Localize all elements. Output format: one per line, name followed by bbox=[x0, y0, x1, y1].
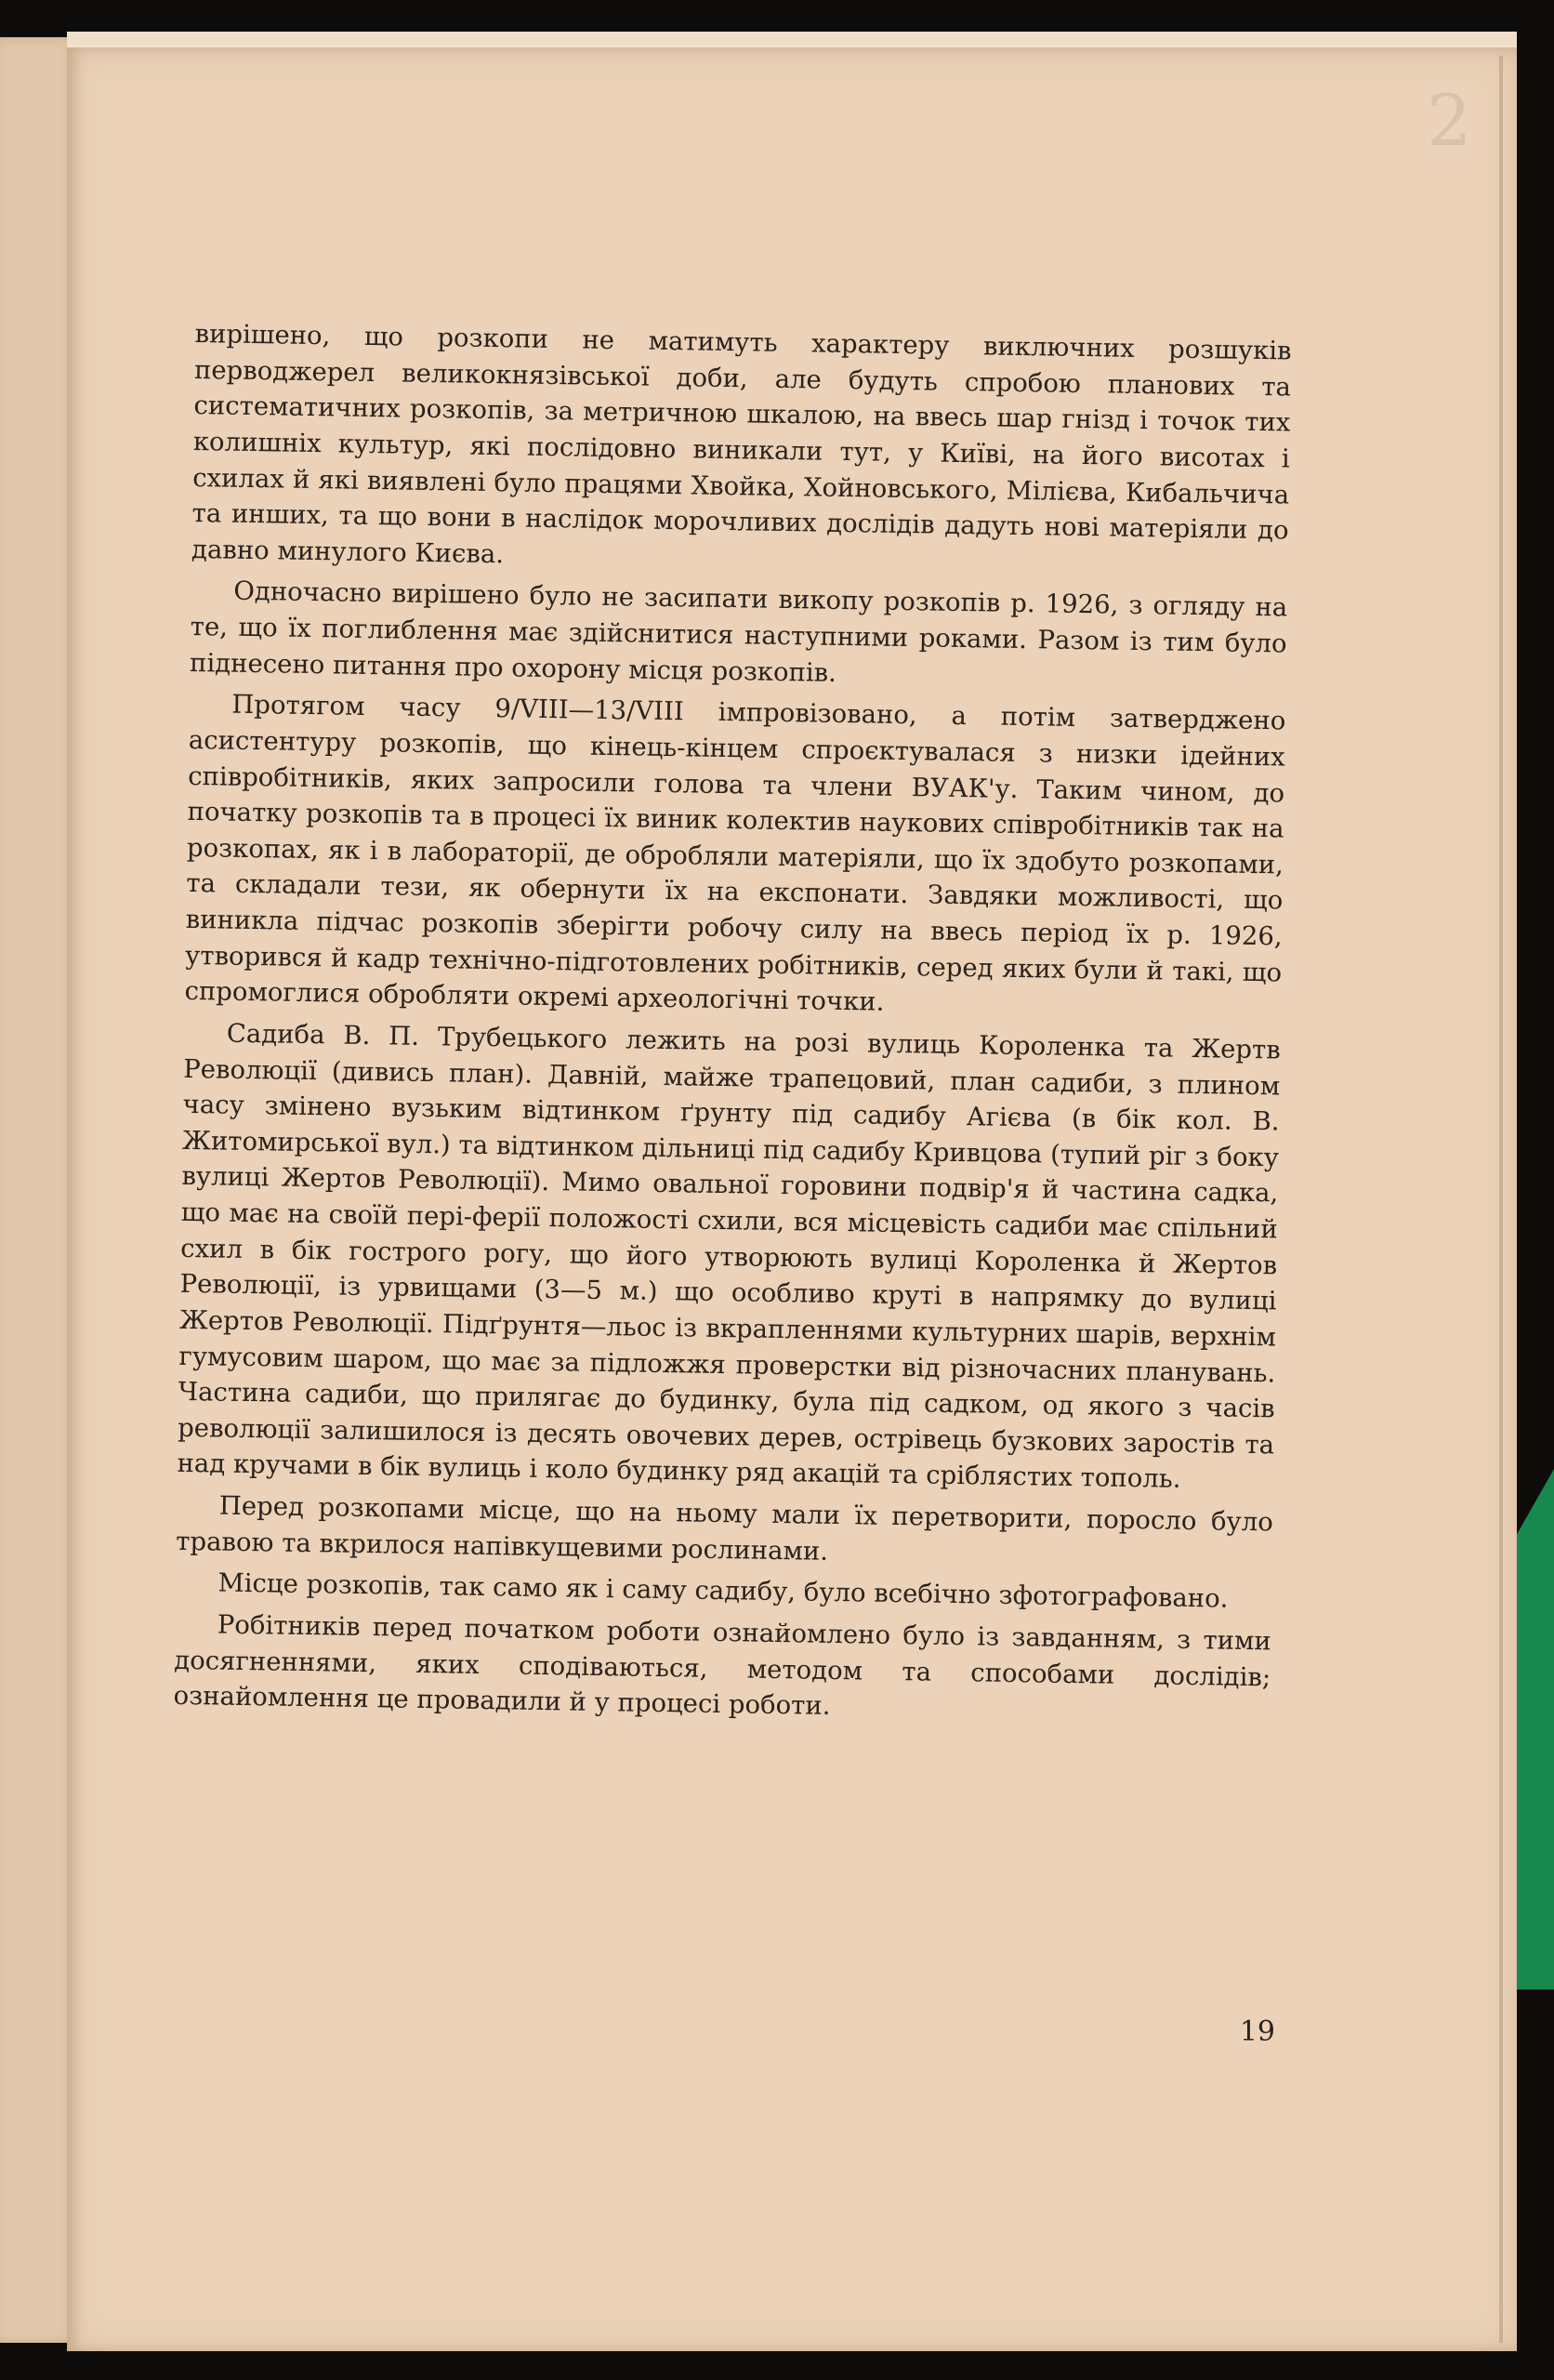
body-text bbox=[173, 316, 1292, 1737]
paragraph-6: Місце розкопів, так само як і саму садибу, було всебічно зфотографовано. bbox=[217, 1567, 1229, 1614]
paragraph-5: Перед розкопами місце, що на ньому мали їх перетворити, поросло було травою та вкрилося напівкущевими рослинами. bbox=[176, 1490, 1274, 1567]
previous-page-edge bbox=[0, 37, 76, 2343]
paragraph-3: Протягом часу 9/VIII—13/VIII імпровізовано, а потім затверджено асистентуру розкопів, що кінець-кінцем спроєктувалася з низки ідейних співробітників, яких запросили голова та члени ВУАК'у. Таким чином, до початку розкопів та в процесі їх виник колектив наукових співробітників так на розкопах, як і в лабораторії, де обробляли матеріяли, що їх здобуто розкопами, та складали тези, як обернути їх на експонати. Завдяки можливості, що виникла підчас розкопів зберігти робочу силу на ввесь період їх р. 1926, утворився й кадр технічно-підготовлених робітників, серед яких були й такі, що спромоглися обробляти окремі археологічні точки. bbox=[184, 689, 1286, 1017]
page-number: 19 bbox=[1239, 2016, 1275, 2048]
paragraph-7: Робітників перед початком роботи ознайомлено було із завданням, з тими досягненнями, яких сподіваються, методом та способами дослідів; ознайомлення це провадили й у процесі роботи. bbox=[173, 1609, 1272, 1722]
paragraph-4: Садиба В. П. Трубецького лежить на розі вулиць Короленка та Жертв Революції (дивись план). Давній, майже трапецовий, план садиби, з плином часу змінено вузьким відтинком ґрунту під садибу Агієва (в бік кол. В. Житомирської вул.) та відтинком дільниці під садибу Кривцова (тупий ріг з боку вулиці Жертов Революції). Мимо овальної горовини подвір'я й частина садка, що має на своїй пері-ферії положості схили, вся місцевість садиби має спільний схил в бік гострого рогу, що його утворюють вулиці Короленка й Жертов Революції, із урвищами (3—5 м.) що особливо круті в напрямку до вулиці Жертов Революції. Підґрунтя—льос із вкрапленнями культурних шарів, верхнім гумусовим шаром, що має за підложжя проверстки від різночасних планувань. Частина садиби, що прилягає до будинку, була під садком, од якого з часів революції залишилося із десять овочевих дерев, острівець бузкових заростів та над кручами в бік вулиць і коло будинку ряд акацій та сріблястих тополь. bbox=[177, 1018, 1281, 1495]
corner-pencil-mark: 2 bbox=[1427, 79, 1472, 162]
paragraph-1: вирішено, що розкопи не матимуть характеру виключних розшуків перводжерел великокнязівської доби, але будуть спробою планових та систематичних розкопів, за метричною шкалою, на ввесь шар гнізд і точок тих колишніх культур, які послідовно виникали тут, у Київі, на його висотах і схилах й які виявлені було працями Хвойка, Хойновського, Мілієва, Кибальчича та инших, та що вони в наслідок морочливих дослідів дадуть нові матеріяли до давно минулого Києва. bbox=[191, 318, 1292, 569]
paragraph-2: Одночасно вирішено було не засипати викопу розкопів р. 1926, з огляду на те, що їх поглиблення має здійснитися наступними роками. Разом із тим було піднесено питання про охорону місця розкопів. bbox=[189, 576, 1288, 688]
page-crease bbox=[1499, 56, 1503, 2343]
